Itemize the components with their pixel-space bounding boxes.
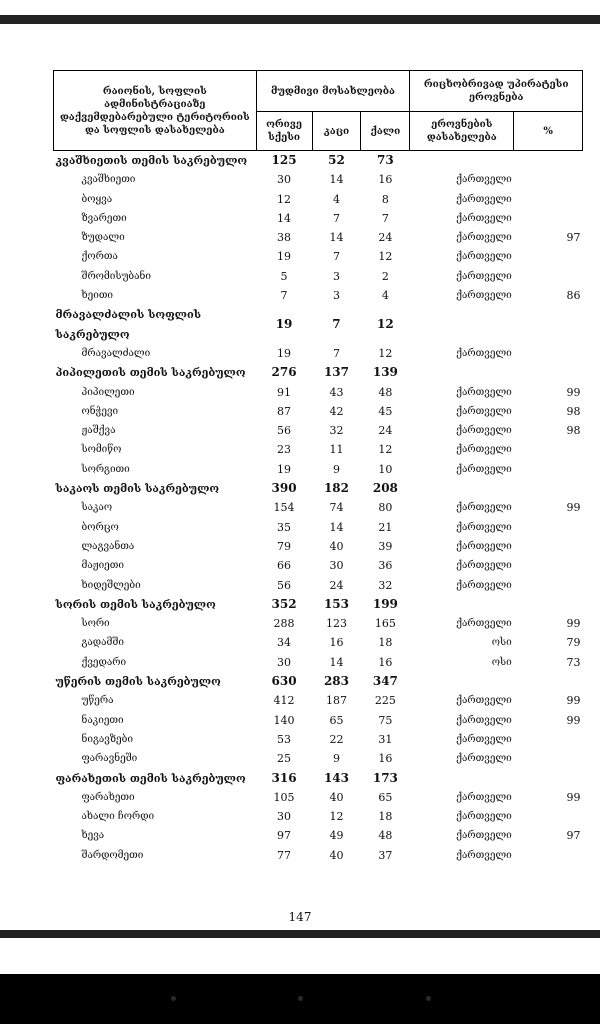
row-total: 140 <box>273 713 295 727</box>
row-total: 19 <box>277 250 292 264</box>
row-male: 42 <box>329 404 344 418</box>
row-percent <box>514 576 583 595</box>
row-female: 12 <box>377 317 394 332</box>
row-female: 45 <box>378 404 393 418</box>
document-page[interactable] <box>0 24 600 930</box>
row-female: 48 <box>378 829 393 843</box>
row-ethnicity <box>410 672 514 691</box>
row-name: კვაშხიეთი <box>81 174 136 186</box>
row-ethnicity <box>410 151 514 171</box>
row-ethnicity: ქართველი <box>456 444 512 456</box>
row-total: 7 <box>280 289 288 303</box>
council-row <box>54 305 583 344</box>
row-total: 19 <box>275 317 293 332</box>
row-total: 25 <box>277 752 292 766</box>
row-percent <box>514 247 583 266</box>
council-row <box>54 595 583 614</box>
row-female: 65 <box>378 790 393 804</box>
row-total: 630 <box>271 674 297 689</box>
header-percent: % <box>514 112 583 151</box>
header-female: ქალი <box>361 112 410 151</box>
row-female: 139 <box>372 365 398 380</box>
page-top-edge <box>0 15 600 24</box>
row-percent <box>514 460 583 479</box>
village-row <box>54 209 583 228</box>
row-total: 53 <box>277 732 292 746</box>
row-total: 23 <box>277 443 292 457</box>
council-row <box>54 479 583 498</box>
row-name: ახალი ჩორდი <box>81 811 155 823</box>
council-row <box>54 672 583 691</box>
row-name: ჟაშქვა <box>81 425 116 437</box>
row-ethnicity: ოსი <box>491 637 512 649</box>
row-male: 40 <box>329 848 344 862</box>
row-male: 14 <box>329 173 344 187</box>
row-male: 153 <box>323 596 349 611</box>
row-male: 22 <box>329 732 344 746</box>
row-name: შრომისუბანი <box>81 270 152 282</box>
row-percent <box>514 170 583 189</box>
row-name: სორის თემის საკრებულო <box>55 597 216 611</box>
row-ethnicity: ქართველი <box>456 425 512 437</box>
navigation-bar <box>0 974 600 1024</box>
row-female: 39 <box>378 539 393 553</box>
row-total: 97 <box>277 829 292 843</box>
row-name: მრავალძალი <box>81 347 151 359</box>
row-female: 165 <box>374 617 396 631</box>
row-total: 12 <box>277 192 292 206</box>
row-female: 36 <box>378 559 393 573</box>
village-row <box>54 711 583 730</box>
row-male: 30 <box>329 559 344 573</box>
row-total: 154 <box>273 501 295 515</box>
row-name: საკაოს თემის საკრებულო <box>55 482 220 496</box>
row-ethnicity <box>410 305 514 344</box>
council-row <box>54 151 583 171</box>
row-percent <box>514 209 583 228</box>
village-row <box>54 460 583 479</box>
row-female: 75 <box>378 713 393 727</box>
row-male: 9 <box>332 752 340 766</box>
row-male: 49 <box>329 829 344 843</box>
row-ethnicity: ქართველი <box>456 714 512 726</box>
row-percent <box>514 190 583 209</box>
row-female: 37 <box>378 848 393 862</box>
council-row <box>54 769 583 788</box>
row-percent: 99 <box>566 790 581 804</box>
row-male: 123 <box>325 617 347 631</box>
village-row <box>54 633 583 652</box>
row-percent: 86 <box>566 289 581 303</box>
row-name: შარდომეთი <box>81 849 144 861</box>
row-percent: 79 <box>566 636 581 650</box>
row-female: 10 <box>378 462 393 476</box>
row-total: 352 <box>271 596 297 611</box>
row-name: ზუდალი <box>81 232 125 244</box>
village-row <box>54 807 583 826</box>
row-name: ხეითი <box>81 290 114 302</box>
row-male: 7 <box>332 211 340 225</box>
row-female: 2 <box>381 269 389 283</box>
row-name: ლაგვანთა <box>81 540 135 552</box>
row-total: 390 <box>271 481 297 496</box>
village-row <box>54 653 583 672</box>
row-percent: 99 <box>566 385 581 399</box>
row-name: ბორცო <box>81 521 119 533</box>
row-ethnicity: ქართველი <box>456 849 512 861</box>
row-ethnicity: ქართველი <box>456 386 512 398</box>
row-percent <box>514 479 583 498</box>
row-total: 105 <box>273 790 295 804</box>
row-male: 24 <box>329 578 344 592</box>
row-total: 91 <box>277 385 292 399</box>
row-female: 8 <box>381 192 389 206</box>
row-ethnicity: ქართველი <box>456 733 512 745</box>
row-female: 21 <box>378 520 393 534</box>
row-total: 125 <box>271 153 297 167</box>
village-row <box>54 247 583 266</box>
row-name: უწერა <box>81 695 114 707</box>
row-name: ქვედარი <box>81 656 127 668</box>
row-male: 3 <box>332 269 340 283</box>
header-ethnicity: რიცხობრივად უპირატესი ეროვნება <box>410 71 583 112</box>
header-both-sexes: ორივე სქესი <box>256 112 312 151</box>
row-name: ონჭევი <box>81 405 119 417</box>
row-female: 31 <box>378 732 393 746</box>
row-ethnicity: ქართველი <box>456 270 512 282</box>
row-name: პიპილეთის თემის საკრებულო <box>55 366 246 380</box>
row-male: 187 <box>325 694 347 708</box>
row-total: 79 <box>277 539 292 553</box>
row-name: პიპილეთი <box>81 386 135 398</box>
row-percent <box>514 749 583 768</box>
row-female: 208 <box>372 481 398 496</box>
row-female: 24 <box>378 424 393 438</box>
row-male: 65 <box>329 713 344 727</box>
row-ethnicity: ქართველი <box>456 251 512 263</box>
row-percent: 98 <box>566 404 581 418</box>
row-male: 3 <box>332 289 340 303</box>
row-total: 77 <box>277 848 292 862</box>
row-female: 18 <box>378 636 393 650</box>
row-ethnicity: ქართველი <box>456 405 512 417</box>
row-name: ფარავნეში <box>81 753 138 765</box>
village-row <box>54 170 583 189</box>
row-percent <box>514 769 583 788</box>
row-ethnicity: ქართველი <box>456 347 512 359</box>
row-total: 276 <box>271 365 297 380</box>
row-percent: 98 <box>566 424 581 438</box>
row-percent: 97 <box>566 829 581 843</box>
village-row <box>54 826 583 845</box>
row-total: 30 <box>277 655 292 669</box>
row-name: გადამში <box>81 637 124 649</box>
row-male: 9 <box>332 462 340 476</box>
census-table <box>53 70 583 865</box>
row-name: მრავალძალის სოფლის საკრებულო <box>55 308 202 341</box>
header-population: მუდმივი მოსახლეობა <box>256 71 410 112</box>
row-ethnicity: ქართველი <box>456 579 512 591</box>
row-female: 18 <box>378 810 393 824</box>
row-ethnicity <box>410 769 514 788</box>
row-total: 412 <box>273 694 295 708</box>
row-female: 12 <box>378 250 393 264</box>
row-total: 66 <box>277 559 292 573</box>
row-total: 316 <box>271 770 297 785</box>
row-percent <box>514 151 583 171</box>
row-ethnicity: ქართველი <box>456 502 512 514</box>
recents-button[interactable] <box>426 996 431 1001</box>
row-male: 182 <box>323 481 349 496</box>
village-row <box>54 576 583 595</box>
row-ethnicity: ქართველი <box>456 811 512 823</box>
row-name: ხევა <box>81 830 105 842</box>
row-percent <box>514 846 583 865</box>
row-ethnicity: ქართველი <box>456 193 512 205</box>
row-percent <box>514 518 583 537</box>
row-ethnicity: ქართველი <box>456 540 512 552</box>
village-row <box>54 190 583 209</box>
row-female: 4 <box>381 289 389 303</box>
row-percent <box>514 672 583 691</box>
row-percent <box>514 537 583 556</box>
row-female: 73 <box>377 153 394 167</box>
row-ethnicity: ქართველი <box>456 174 512 186</box>
row-ethnicity: ქართველი <box>456 618 512 630</box>
row-percent: 73 <box>566 655 581 669</box>
row-total: 30 <box>277 173 292 187</box>
row-percent <box>514 344 583 363</box>
row-male: 14 <box>329 520 344 534</box>
village-row <box>54 228 583 247</box>
row-percent <box>514 730 583 749</box>
home-button[interactable] <box>298 996 303 1001</box>
row-name: ბოყვა <box>81 193 113 205</box>
row-total: 30 <box>277 810 292 824</box>
row-male: 40 <box>329 790 344 804</box>
row-female: 48 <box>378 385 393 399</box>
row-name: ნაკიეთი <box>81 714 124 726</box>
row-female: 12 <box>378 443 393 457</box>
row-male: 7 <box>332 346 340 360</box>
village-row <box>54 518 583 537</box>
row-total: 35 <box>277 520 292 534</box>
row-ethnicity: ქართველი <box>456 521 512 533</box>
row-percent <box>514 440 583 459</box>
row-female: 347 <box>372 674 398 689</box>
row-female: 12 <box>378 346 393 360</box>
row-name: ნიგავზები <box>81 733 133 745</box>
row-male: 14 <box>329 655 344 669</box>
row-name: ქორთა <box>81 251 118 263</box>
row-female: 80 <box>378 501 393 515</box>
row-female: 16 <box>378 173 393 187</box>
village-row <box>54 383 583 402</box>
village-row <box>54 691 583 710</box>
row-male: 7 <box>332 317 341 332</box>
row-ethnicity: ქართველი <box>456 463 512 475</box>
row-male: 11 <box>329 443 344 457</box>
header-male: კაცი <box>312 112 361 151</box>
row-male: 137 <box>323 365 349 380</box>
row-name: ფარახეთის თემის საკრებულო <box>55 771 246 785</box>
village-row <box>54 402 583 421</box>
row-total: 56 <box>277 424 292 438</box>
row-ethnicity: ქართველი <box>456 212 512 224</box>
row-female: 16 <box>378 752 393 766</box>
row-ethnicity: ქართველი <box>456 232 512 244</box>
page-number: 147 <box>288 910 312 924</box>
row-female: 199 <box>372 596 398 611</box>
row-percent <box>514 267 583 286</box>
row-female: 225 <box>374 694 396 708</box>
row-ethnicity: ქართველი <box>456 753 512 765</box>
row-name: კვაშხიეთის თემის საკრებულო <box>55 154 248 167</box>
row-percent <box>514 807 583 826</box>
row-ethnicity: ქართველი <box>456 695 512 707</box>
row-name: ხიდეშლები <box>81 579 141 591</box>
row-name: სორი <box>81 618 110 630</box>
row-male: 40 <box>329 539 344 553</box>
row-ethnicity <box>410 363 514 382</box>
row-male: 12 <box>329 810 344 824</box>
row-percent <box>514 595 583 614</box>
village-row <box>54 537 583 556</box>
village-row <box>54 749 583 768</box>
row-ethnicity: ქართველი <box>456 560 512 572</box>
village-row <box>54 344 583 363</box>
row-name: სორგითი <box>81 463 130 475</box>
table-body <box>54 151 583 865</box>
village-row <box>54 730 583 749</box>
row-total: 288 <box>273 617 295 631</box>
page-bottom-edge <box>0 930 600 938</box>
row-female: 16 <box>378 655 393 669</box>
row-name: საკაო <box>81 502 113 514</box>
row-female: 32 <box>378 578 393 592</box>
village-row <box>54 267 583 286</box>
row-female: 173 <box>372 770 398 785</box>
village-row <box>54 788 583 807</box>
row-percent: 99 <box>566 617 581 631</box>
row-percent: 99 <box>566 694 581 708</box>
header-name-column: რაიონის, სოფლის ადმინისტრაციაზე დაქვემდებარებული ტერიტორიის და სოფლის დასახელება <box>54 71 257 151</box>
header-ethnicity-name: ეროვნების დასახელება <box>410 112 514 151</box>
back-button[interactable] <box>171 996 176 1001</box>
village-row <box>54 846 583 865</box>
row-ethnicity: ქართველი <box>456 290 512 302</box>
row-name: უწერის თემის საკრებულო <box>55 675 221 689</box>
row-percent: 99 <box>566 501 581 515</box>
village-row <box>54 614 583 633</box>
row-male: 74 <box>329 501 344 515</box>
row-total: 19 <box>277 462 292 476</box>
row-male: 14 <box>329 231 344 245</box>
row-percent <box>514 305 583 344</box>
village-row <box>54 440 583 459</box>
row-total: 34 <box>277 636 292 650</box>
row-name: ზვარეთი <box>81 212 127 224</box>
row-female: 7 <box>381 211 389 225</box>
row-ethnicity: ოსი <box>491 656 512 668</box>
row-name: მაჟიეთი <box>81 560 124 572</box>
row-ethnicity <box>410 479 514 498</box>
village-row <box>54 421 583 440</box>
row-male: 143 <box>323 770 349 785</box>
village-row <box>54 556 583 575</box>
village-row <box>54 286 583 305</box>
row-percent <box>514 556 583 575</box>
row-male: 43 <box>329 385 344 399</box>
row-male: 7 <box>332 250 340 264</box>
row-total: 56 <box>277 578 292 592</box>
row-name: ფარახეთი <box>81 791 135 803</box>
row-percent: 99 <box>566 713 581 727</box>
row-male: 16 <box>329 636 344 650</box>
row-male: 32 <box>329 424 344 438</box>
row-percent: 97 <box>566 231 581 245</box>
village-row <box>54 498 583 517</box>
row-total: 5 <box>280 269 288 283</box>
row-total: 14 <box>277 211 292 225</box>
row-ethnicity: ქართველი <box>456 791 512 803</box>
row-male: 4 <box>332 192 340 206</box>
row-total: 87 <box>277 404 292 418</box>
row-female: 24 <box>378 231 393 245</box>
row-total: 38 <box>277 231 292 245</box>
row-ethnicity <box>410 595 514 614</box>
row-male: 52 <box>328 153 345 167</box>
row-total: 19 <box>277 346 292 360</box>
row-male: 283 <box>323 674 349 689</box>
council-row <box>54 363 583 382</box>
viewer-gap <box>0 938 600 974</box>
row-percent <box>514 363 583 382</box>
row-name: სომიწო <box>81 444 122 456</box>
row-ethnicity: ქართველი <box>456 830 512 842</box>
